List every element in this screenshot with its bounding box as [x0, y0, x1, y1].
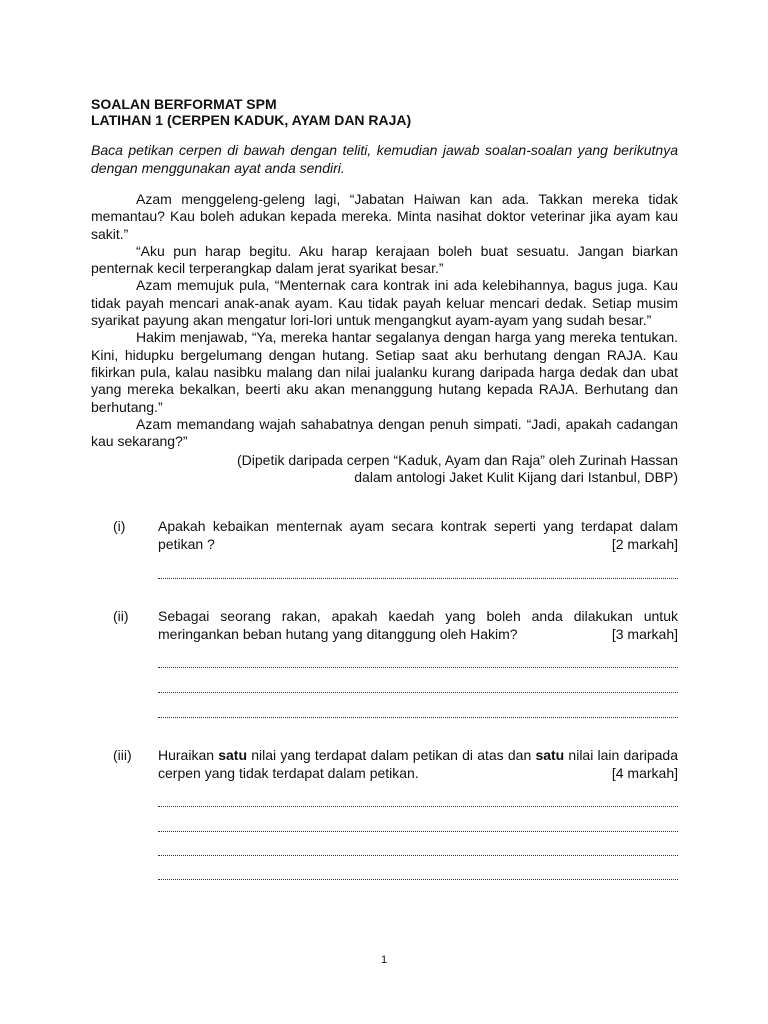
question-line — [158, 765, 678, 783]
question-line-end: petikan ? — [158, 535, 215, 552]
question-text-part: nilai lain daripada — [564, 747, 679, 763]
answer-line[interactable] — [158, 692, 678, 693]
citation-line: dalam antologi Jaket Kulit Kijang dari Istanbul, DBP) — [354, 469, 678, 485]
passage-paragraph: Azam memujuk pula, “Menternak cara kontrak ini ada kelebihannya, bagus juga. Kau tidak payah mencari anak-anak ayam. Kau tidak payah keluar mencari dedak. Setiap musim syarikat payung akan mengatur lori-lori untuk mengangkut ayam-ayam yang sudah besar.” — [91, 277, 678, 329]
question-text — [158, 518, 678, 553]
question-text-part: nilai yang terdapat dalam petikan di atas dan — [247, 747, 536, 763]
marks-label: [2 markah] — [611, 535, 678, 552]
question-line-end: meringankan beban hutang yang ditanggung oleh Hakim? — [158, 625, 518, 642]
emphasis-text: satu — [535, 747, 565, 763]
answer-line[interactable] — [158, 806, 678, 807]
passage-paragraph: “Aku pun harap begitu. Aku harap kerajaan boleh buat sesuatu. Jangan biarkan penternak kecil terperangkap dalam jerat syarikat besar.” — [91, 242, 678, 277]
question-line — [158, 747, 678, 765]
page-number: 1 — [380, 954, 388, 966]
passage-paragraph: Hakim menjawab, “Ya, mereka hantar segalanya dengan harga yang mereka tentukan. Kini, hidupku bergelumang dengan hutang. Setiap saat aku berhutang dengan RAJA. Kau fikirkan pula, kalau nasibku malang dan nilai jualanku kurang daripada harga dedak dan ubat yang mereka bekalkan, beerti aku akan menanggung hutang kepada RAJA. Berhutang dan berhutang.” — [91, 329, 678, 415]
answer-line[interactable] — [158, 855, 678, 856]
question-line — [158, 626, 678, 644]
source-citation — [118, 452, 678, 486]
exercise-title: LATIHAN 1 (CERPEN KADUK, AYAM DAN RAJA) — [91, 112, 412, 128]
question-line-end: cerpen yang tidak terdapat dalam petikan. — [158, 764, 419, 781]
marks-label: [3 markah] — [611, 625, 678, 642]
instruction-text: Baca petikan cerpen di bawah dengan teliti, kemudian jawab soalan-soalan yang berikutnya dengan menggunakan ayat anda sendiri. — [91, 142, 678, 176]
question-number: (i) — [113, 518, 126, 534]
emphasis-text: satu — [218, 747, 248, 763]
question-text — [158, 608, 678, 643]
story-passage — [91, 191, 678, 450]
answer-line[interactable] — [158, 578, 678, 579]
passage-paragraph: Azam menggeleng-geleng lagi, “Jabatan Haiwan kan ada. Takkan mereka tidak memantau? Kau boleh adukan kepada mereka. Minta nasihat doktor veterinar jika ayam kau sakit.” — [91, 191, 678, 242]
answer-line[interactable] — [158, 831, 678, 832]
question-line: Apakah kebaikan menternak ayam secara kontrak seperti yang terdapat dalam — [158, 518, 678, 534]
answer-line[interactable] — [158, 667, 678, 668]
question-line: Sebagai seorang rakan, apakah kaedah yang boleh anda dilakukan untuk — [158, 608, 678, 624]
question-text — [158, 747, 678, 782]
question-line — [158, 536, 678, 554]
answer-line[interactable] — [158, 879, 678, 880]
answer-line[interactable] — [158, 717, 678, 718]
passage-paragraph: Azam memandang wajah sahabatnya dengan penuh simpati. “Jadi, apakah cadangan kau sekarang?” — [91, 415, 678, 450]
marks-label: [4 markah] — [611, 764, 678, 781]
question-text-part: Huraikan — [158, 747, 219, 763]
question-number: (iii) — [113, 747, 132, 763]
question-number: (ii) — [113, 608, 129, 624]
document-title: SOALAN BERFORMAT SPM — [91, 96, 277, 112]
citation-line: (Dipetik daripada cerpen “Kaduk, Ayam dan Raja” oleh Zurinah Hassan — [237, 452, 678, 468]
